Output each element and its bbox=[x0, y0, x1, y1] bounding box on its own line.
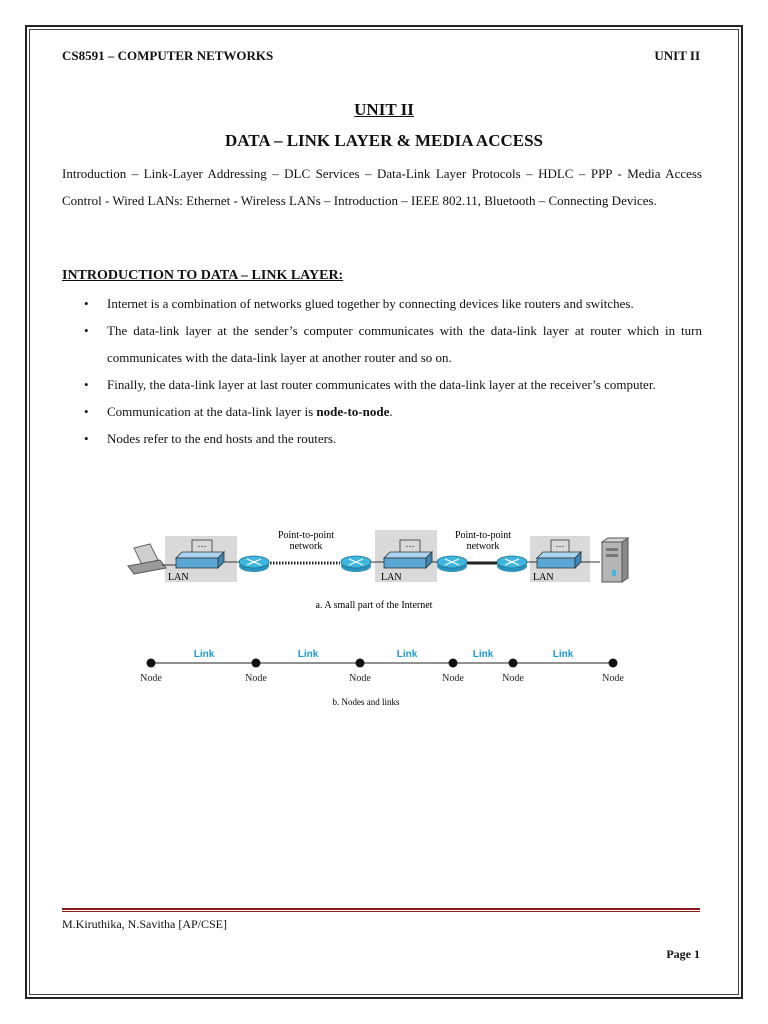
node-dot bbox=[147, 659, 156, 668]
svg-text:…: … bbox=[555, 539, 565, 549]
node-dot bbox=[449, 659, 458, 668]
p2p-label: Point-to-point bbox=[277, 530, 335, 541]
footer-divider bbox=[62, 908, 700, 910]
node-label: Node bbox=[442, 673, 464, 684]
router-icon bbox=[497, 556, 527, 572]
node-to-node-emphasis: node-to-node bbox=[316, 404, 390, 419]
node-dot bbox=[252, 659, 261, 668]
link-label: Link bbox=[297, 649, 319, 660]
syllabus-intro: Introduction – Link-Layer Addressing – DLC Services – Data-Link Layer Protocols – HDLC – PPP - Media Access Control - Wired LANs: Ethernet - Wireless LANs – Introduction – IEEE 802.11, Bluetooth – Connecting Devices. bbox=[62, 166, 702, 208]
bullet-list bbox=[62, 290, 702, 452]
router-icon bbox=[437, 556, 467, 572]
node-label: Node bbox=[349, 673, 371, 684]
node-label: Node bbox=[502, 673, 524, 684]
section-heading: INTRODUCTION TO DATA – LINK LAYER: bbox=[62, 268, 344, 283]
header-course: CS8591 – COMPUTER NETWORKS bbox=[62, 48, 274, 63]
footer-divider bbox=[62, 911, 700, 912]
router-icon bbox=[239, 556, 269, 572]
link-label: Link bbox=[396, 649, 418, 660]
footer-authors: M.Kiruthika, N.Savitha [AP/CSE] bbox=[62, 917, 227, 931]
header-unit: UNIT II bbox=[654, 48, 700, 63]
lan-label: LAN bbox=[533, 572, 554, 583]
bullet-item: • Communication at the data-link layer is node-to-node. bbox=[107, 398, 702, 425]
lan-label: LAN bbox=[168, 572, 189, 583]
page-number: Page 1 bbox=[666, 947, 700, 961]
lan-label: LAN bbox=[381, 572, 402, 583]
p2p-label: network bbox=[466, 541, 500, 552]
router-icon bbox=[341, 556, 371, 572]
node-label: Node bbox=[140, 673, 162, 684]
svg-text:…: … bbox=[197, 539, 207, 549]
bullet-item: • Internet is a combination of networks glued together by connecting devices like routers and switches. bbox=[107, 290, 702, 317]
bullet-item: • Finally, the data-link layer at last router communicates with the data-link layer at the receiver’s computer. bbox=[107, 371, 702, 398]
bullet-item: • Nodes refer to the end hosts and the routers. bbox=[107, 425, 702, 452]
chapter-title: DATA – LINK LAYER & MEDIA ACCESS bbox=[224, 131, 544, 150]
link-label: Link bbox=[193, 649, 215, 660]
svg-text:…: … bbox=[405, 539, 415, 549]
unit-title: UNIT II bbox=[354, 100, 414, 119]
node-label: Node bbox=[245, 673, 267, 684]
network-figure bbox=[0, 520, 768, 720]
figure-caption-b: b. Nodes and links bbox=[332, 697, 400, 707]
p2p-label: Point-to-point bbox=[454, 530, 512, 541]
node-label: Node bbox=[602, 673, 624, 684]
figure-caption-a: a. A small part of the Internet bbox=[315, 600, 433, 611]
node-dot bbox=[356, 659, 365, 668]
node-dot bbox=[509, 659, 518, 668]
bullet-item: • The data-link layer at the sender’s computer communicates with the data-link layer at router which in turn communicates with the data-link layer at another router and so on. bbox=[107, 317, 702, 371]
node-dot bbox=[609, 659, 618, 668]
p2p-label: network bbox=[289, 541, 323, 552]
laptop-icon bbox=[128, 544, 166, 574]
link-label: Link bbox=[472, 649, 494, 660]
server-icon bbox=[602, 538, 628, 582]
link-label: Link bbox=[552, 649, 574, 660]
